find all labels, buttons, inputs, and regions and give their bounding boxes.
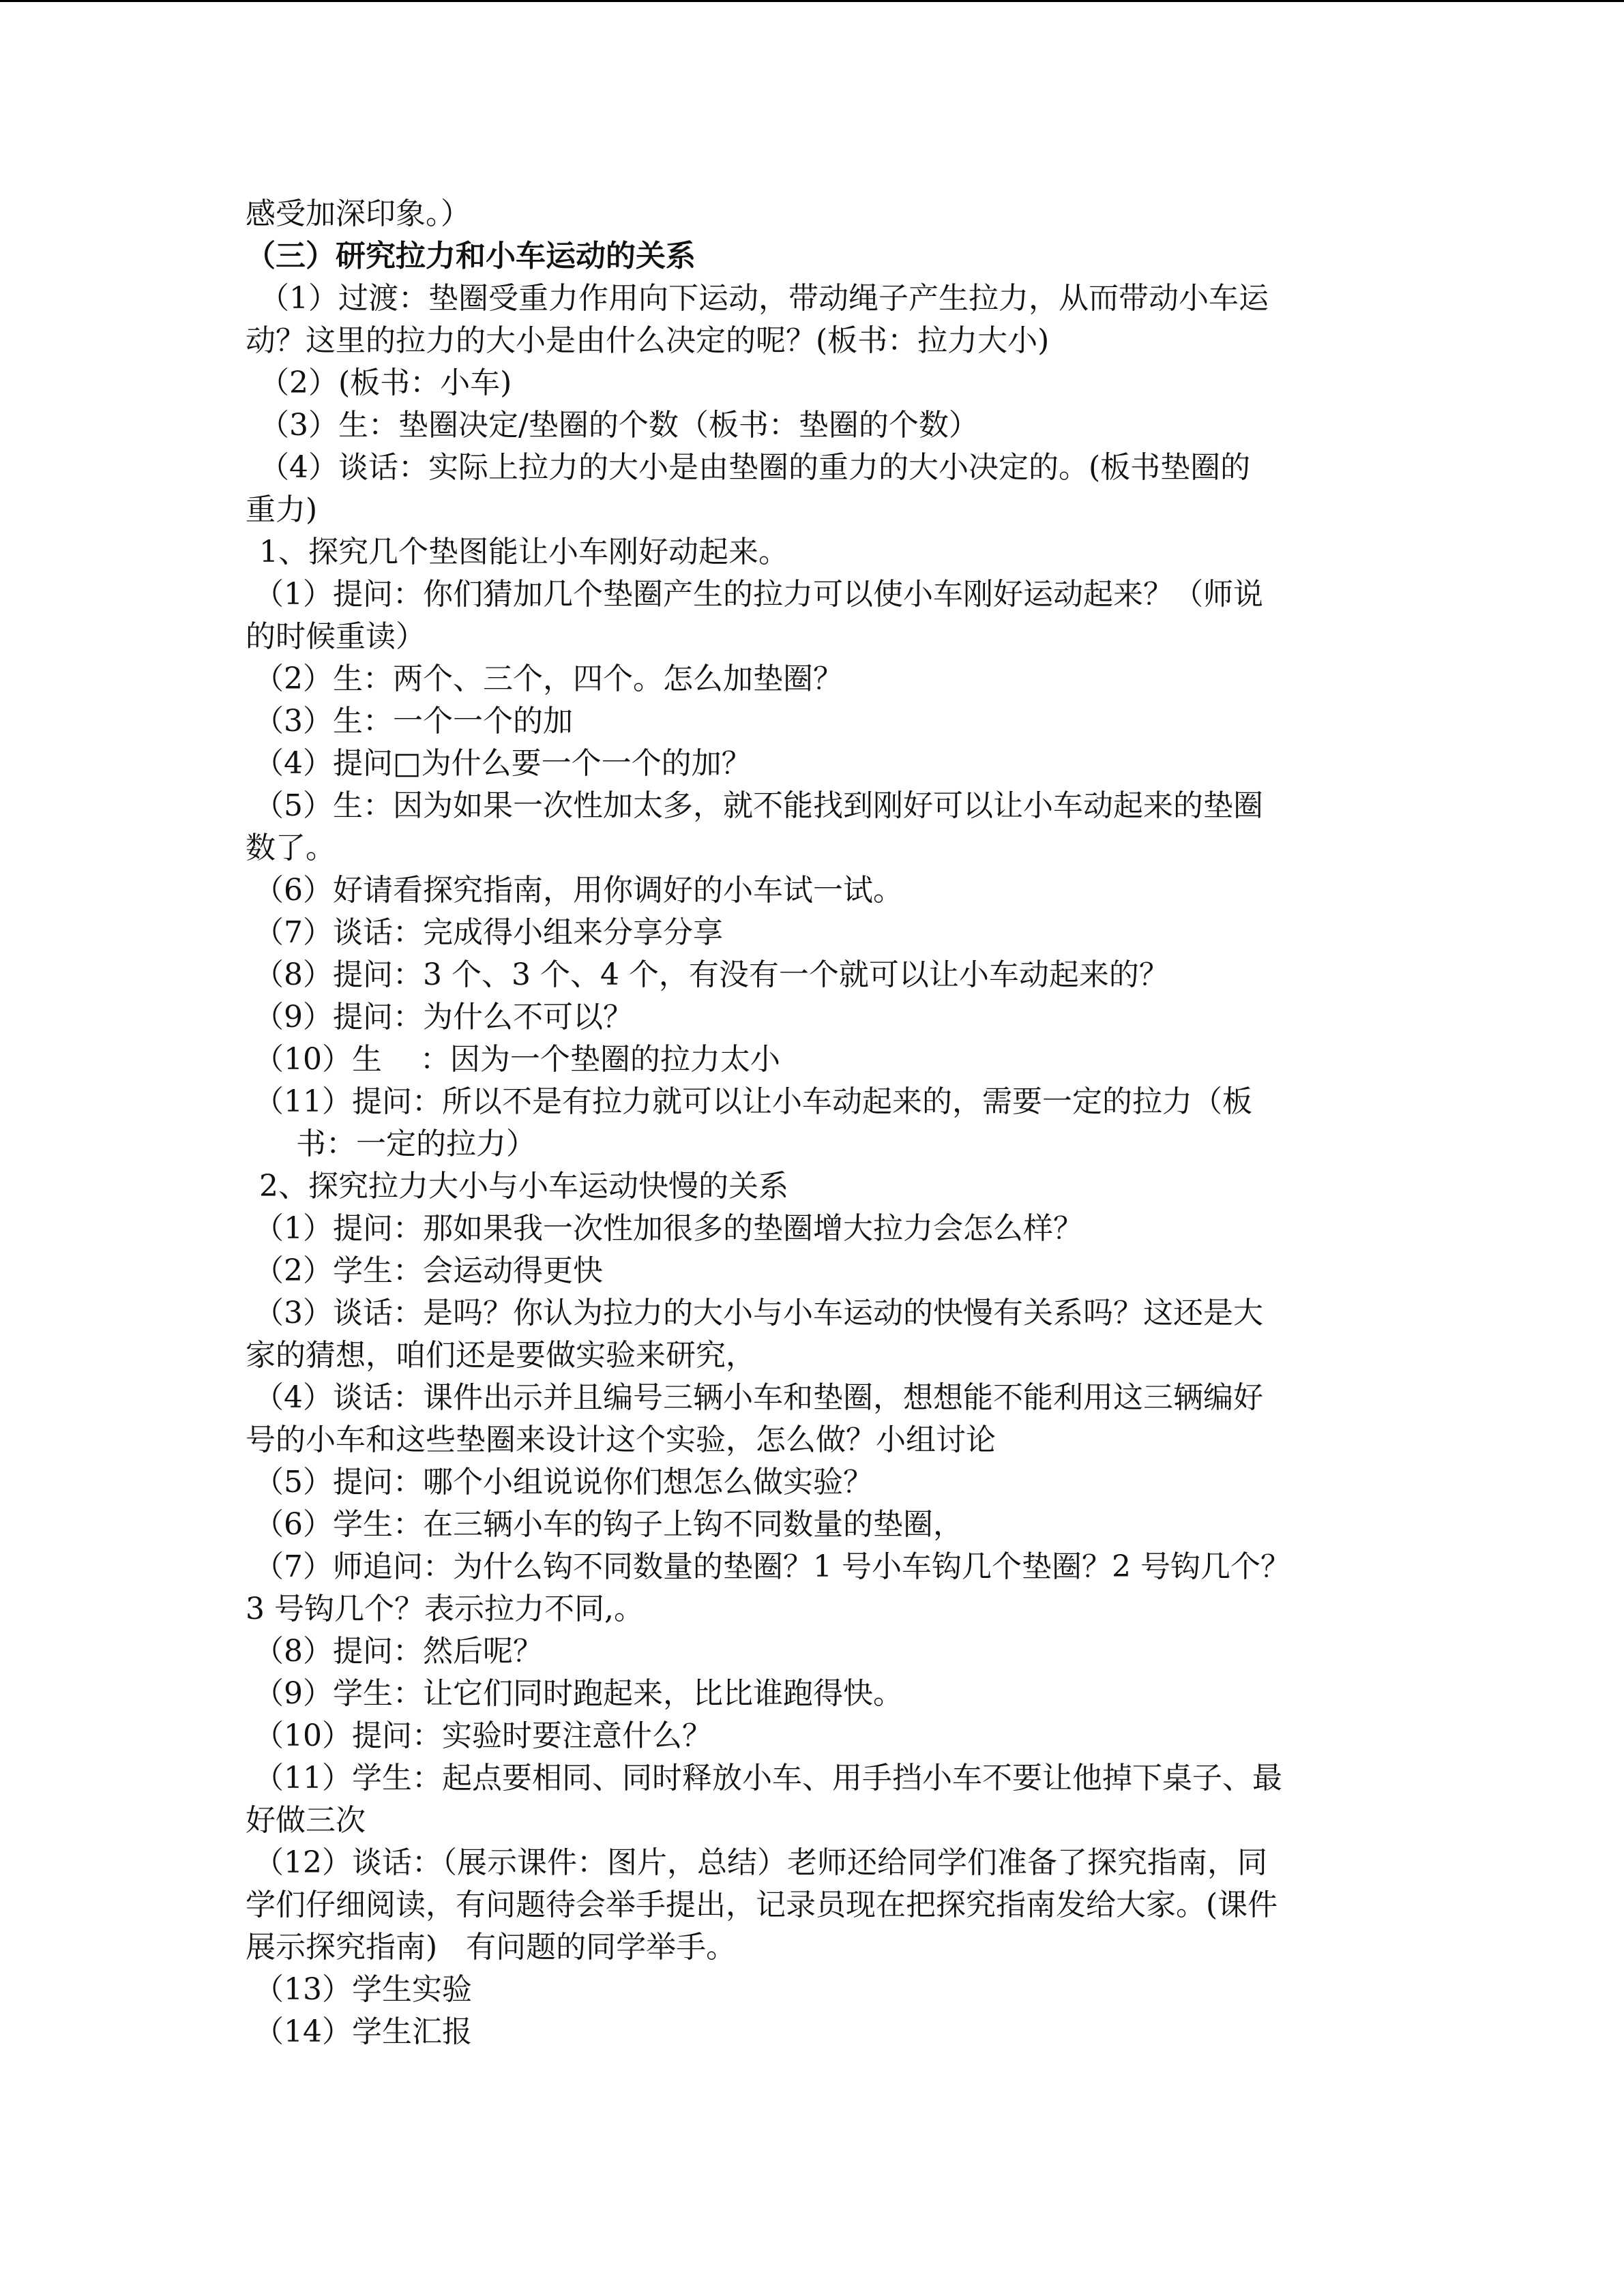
text-line: （9）学生：让它们同时跑起来，比比谁跑得快。 — [254, 1676, 903, 1711]
text-line: （12）谈话：（展示课件：图片，总结）老师还给同学们准备了探究指南，同 — [254, 1845, 1267, 1880]
section-heading: （三）研究拉力和小车运动的关系 — [246, 239, 696, 273]
text-line: （3）生：一个一个的加 — [254, 704, 573, 739]
text-line: （1）过渡：垫圈受重力作用向下运动，带动绳子产生拉力，从而带动小车运 — [259, 281, 1269, 316]
text-line: （7）师追问：为什么钩不同数量的垫圈？1 号小车钩几个垫圈？2 号钩几个？ — [254, 1549, 1290, 1584]
text-line: （6）好请看探究指南，用你调好的小车试一试。 — [254, 873, 903, 908]
text-line: 动？这里的拉力的大小是由什么决定的呢？(板书：拉力大小) — [246, 323, 1050, 358]
text-line: （3）谈话：是吗？你认为拉力的大小与小车运动的快慢有关系吗？这还是大 — [254, 1296, 1263, 1330]
text-line: （11）提问：所以不是有拉力就可以让小车动起来的，需要一定的拉力（板 — [254, 1084, 1252, 1119]
text-line: 感受加深印象。） — [246, 196, 471, 231]
text-line: 学们仔细阅读，有问题待会举手提出，记录员现在把探究指南发给大家。(课件 — [246, 1888, 1278, 1922]
text-line: （8）提问：然后呢？ — [254, 1634, 543, 1669]
text-line: （2）生：两个、三个，四个。怎么加垫圈？ — [254, 661, 843, 696]
text-line: （3）生：垫圈决定/垫圈的个数（板书：垫圈的个数） — [259, 408, 979, 443]
text-line: 号的小车和这些垫圈来设计这个实验，怎么做？小组讨论 — [246, 1422, 996, 1457]
text-line: 数了。 — [246, 831, 336, 865]
text-line: （1）提问：你们猜加几个垫圈产生的拉力可以使小车刚好运动起来？（师说 — [254, 577, 1263, 612]
text-line: （13）学生实验 — [254, 1972, 472, 2007]
text-line: 展示探究指南) 有问题的同学举手。 — [246, 1930, 737, 1965]
subsection-heading: 2、探究拉力大小与小车运动快慢的关系 — [259, 1169, 788, 1204]
text-line: （10）提问：实验时要注意什么？ — [254, 1718, 712, 1753]
text-line: （6）学生：在三辆小车的钩子上钩不同数量的垫圈， — [254, 1507, 963, 1542]
text-line: 好做三次 — [246, 1803, 366, 1838]
text-line: （7）谈话：完成得小组来分享分享 — [254, 915, 723, 950]
text-line: （5）提问：哪个小组说说你们想怎么做实验？ — [254, 1465, 873, 1500]
text-line: 家的猜想，咱们还是要做实验来研究， — [246, 1338, 756, 1373]
text-line: （11）学生：起点要相同、同时释放小车、用手挡小车不要让他掉下桌子、最 — [254, 1761, 1282, 1795]
text-line: （2）(板书：小车) — [259, 366, 512, 400]
text-line: （4）谈话：实际上拉力的大小是由垫圈的重力的大小决定的。(板书垫圈的 — [259, 450, 1251, 485]
text-line: 的时候重读） — [246, 619, 426, 654]
page-top-border — [0, 0, 1624, 2]
text-line: 重力) — [246, 492, 318, 527]
text-line: （2）学生：会运动得更快 — [254, 1253, 603, 1288]
text-line: （8）提问：3 个、3 个、4 个，有没有一个就可以让小车动起来的？ — [254, 957, 1169, 992]
text-line: （1）提问：那如果我一次性加很多的垫圈增大拉力会怎么样？ — [254, 1211, 1083, 1246]
subsection-heading: 1、探究几个垫图能让小车刚好动起来。 — [259, 535, 788, 569]
document-body — [246, 193, 1388, 2053]
text-line: （10）生 ：因为一个垫圈的拉力太小 — [254, 1042, 780, 1077]
text-line: 书：一定的拉力） — [296, 1127, 536, 1161]
text-line: （9）提问：为什么不可以？ — [254, 1000, 633, 1034]
text-line: 3 号钩几个？表示拉力不同,。 — [246, 1592, 644, 1626]
text-line: （4）谈话：课件出示并且编号三辆小车和垫圈，想想能不能利用这三辆编好 — [254, 1380, 1263, 1415]
text-line: （14）学生汇报 — [254, 2014, 472, 2049]
text-line: （5）生：因为如果一次性加太多，就不能找到刚好可以让小车动起来的垫圈 — [254, 788, 1263, 823]
text-line: （4）提问□为什么要一个一个的加？ — [254, 746, 752, 781]
